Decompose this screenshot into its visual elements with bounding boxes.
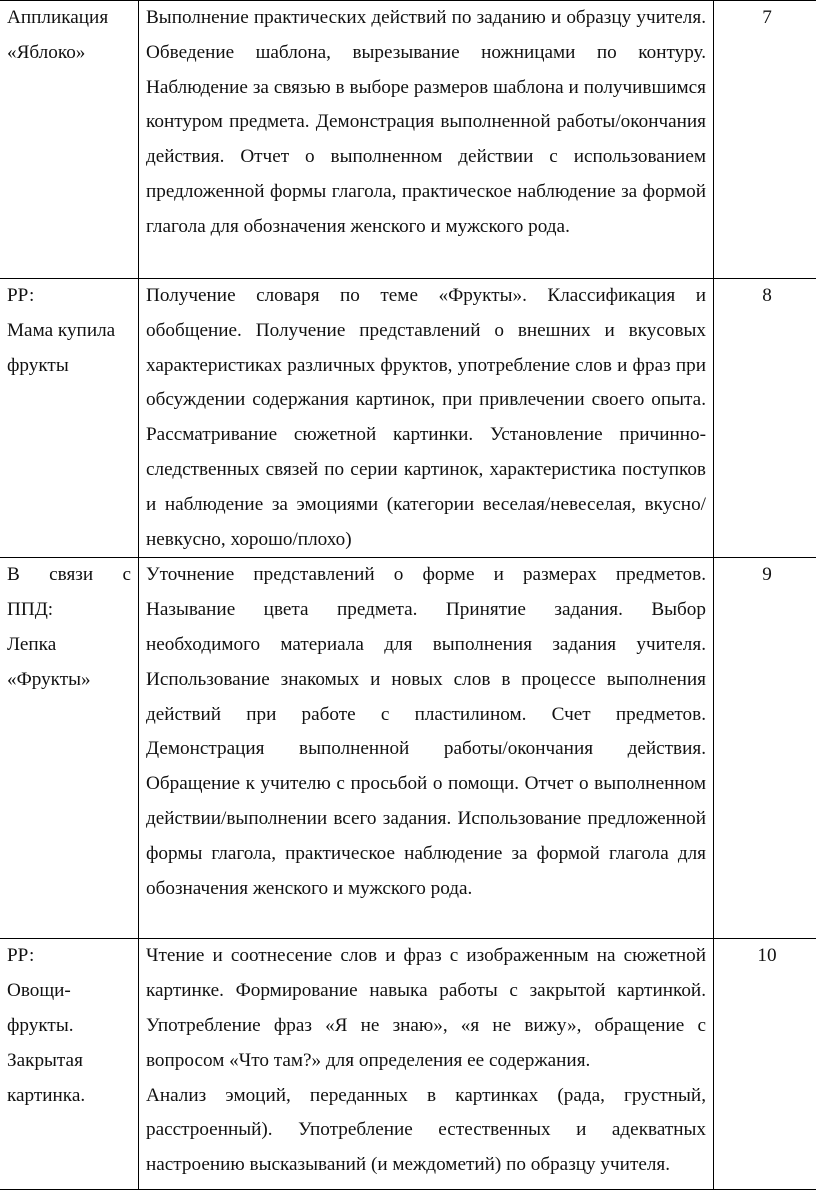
topic-line: фрукты bbox=[7, 354, 69, 376]
activity-text: Получение словаря по теме «Фрукты». Классификация и обобщение. Получение представлений о внешних и вкусовых характеристиках различных фруктов, употребление слов и фраз при обсуждении содержания картинок, при привлечении своего опыта. Рассматривание сюжетной картинки. Установление причинно-следственных связей по серии картинок, характеристика поступков и наблюдение за эмоциями (категории веселая/невеселая, вкусно/невкусно, хорошо/плохо) bbox=[146, 285, 706, 550]
topic-line: Лепка bbox=[7, 633, 57, 655]
lesson-number-cell: 7 bbox=[714, 1, 816, 279]
activity-text: Выполнение практических действий по заданию и образцу учителя. Обведение шаблона, вырезывание ножницами по контуру. Наблюдение за связью в выборе размеров шаблона и получившимся контуром предмета. Демонстрация выполненной работы/окончания действия. Отчет о выполненном действии с использованием предложенной формы глагола, практическое наблюдение за формой глагола для обозначения женского и мужского рода. bbox=[146, 7, 706, 237]
topic-cell bbox=[0, 279, 139, 558]
topic-line: картинка. bbox=[7, 1084, 86, 1106]
activity-cell bbox=[139, 1, 714, 279]
activity-cell bbox=[139, 939, 714, 1190]
activity-paragraph: Чтение и соотнесение слов и фраз с изображенным на сюжетной картинке. Формирование навыка работы с закрытой картинкой. Употребление фраз «Я не знаю», «я не вижу», обращение с вопросом «Что там?» для определения ее содержания. bbox=[146, 945, 706, 1071]
activity-paragraph: Анализ эмоций, переданных в картинках (рада, грустный, расстроенный). Употребление естественных и адекватных настроению высказываний (и междометий) по образцу учителя. bbox=[146, 1084, 706, 1176]
topic-line: Аппликация bbox=[7, 7, 109, 28]
topic-cell bbox=[0, 939, 139, 1190]
topic-cell bbox=[0, 1, 139, 279]
table-row bbox=[0, 1, 816, 279]
topic-line: Мама купила bbox=[7, 319, 116, 341]
lesson-number-cell: 10 bbox=[714, 939, 816, 1190]
topic-line: Овощи- bbox=[7, 980, 71, 1002]
activity-cell bbox=[139, 558, 714, 939]
topic-line: РР: bbox=[7, 945, 35, 967]
activity-text: Уточнение представлений о форме и размерах предметов. Называние цвета предмета. Принятие задания. Выбор необходимого материала для выполнения задания учителя. Использование знакомых и новых слов в процессе выполнения действий при работе с пластилином. Счет предметов. Демонстрация выполненной работы/окончания действия. Обращение к учителю с просьбой о помощи. Отчет о выполненном действии/выполнении всего задания. Использование предложенной формы глагола, практическое наблюдение за формой глагола для обозначения женского и мужского рода. bbox=[146, 564, 706, 899]
activity-cell bbox=[139, 279, 714, 558]
topic-line: В связи с bbox=[7, 564, 131, 586]
table-row bbox=[0, 558, 816, 939]
topic-line: Закрытая bbox=[7, 1049, 83, 1071]
topic-line: фрукты. bbox=[7, 1014, 74, 1036]
table-row bbox=[0, 279, 816, 558]
topic-line: РР: bbox=[7, 285, 35, 306]
table-row bbox=[0, 939, 816, 1190]
topic-line: «Яблоко» bbox=[7, 41, 86, 63]
topic-line: «Фрукты» bbox=[7, 668, 91, 690]
topic-cell bbox=[0, 558, 139, 939]
topic-line: ППД: bbox=[7, 599, 54, 621]
lesson-number-cell: 8 bbox=[714, 279, 816, 558]
lesson-number-cell: 9 bbox=[714, 558, 816, 939]
